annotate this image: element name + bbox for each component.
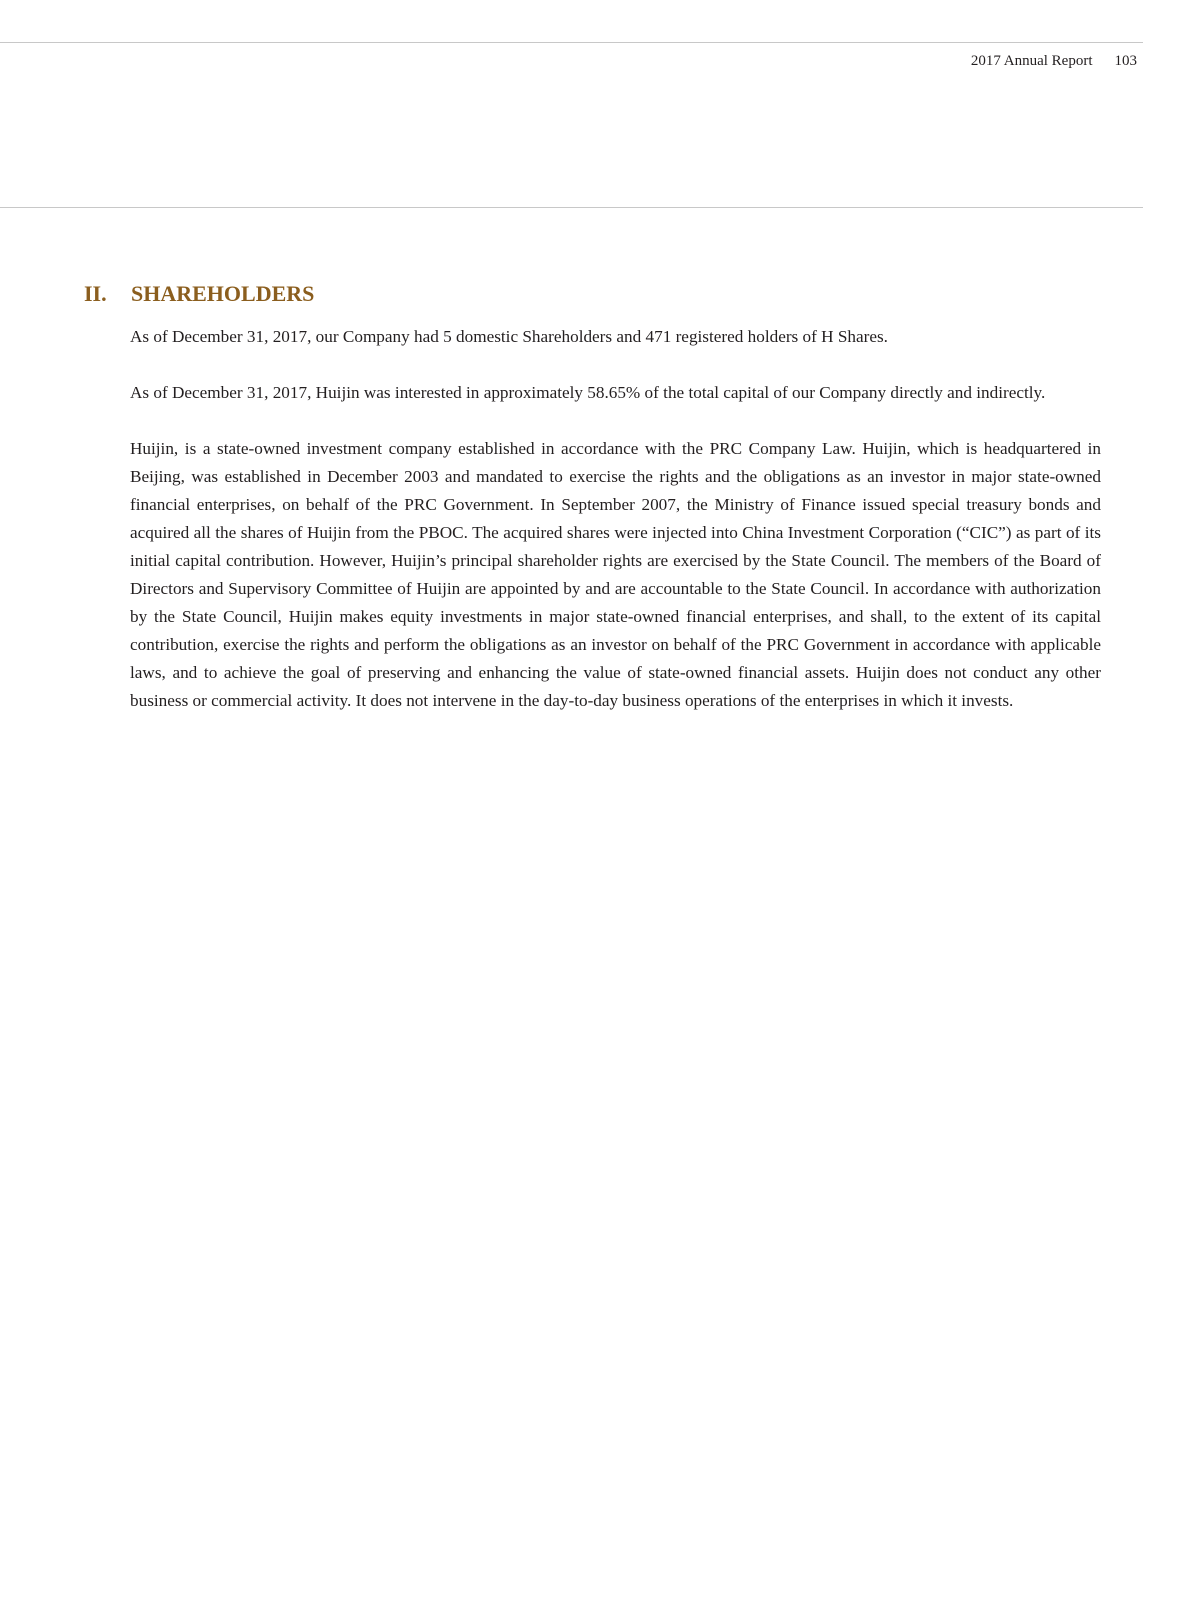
header-bottom-rule [0,207,1143,208]
paragraph: Huijin, is a state-owned investment company established in accordance with the PRC Company Law. Huijin, which is headquartered in Beijing, was established in December 2003 and mandated to exercise the rights and the obligations as an investor in major state-owned financial enterprises, on behalf of the PRC Government. In September 2007, the Ministry of Finance issued special treasury bonds and acquired all the shares of Huijin from the PBOC. The acquired shares were injected into China Investment Corporation (“CIC”) as part of its initial capital contribution. However, Huijin’s principal shareholder rights are exercised by the State Council. The members of the Board of Directors and Supervisory Committee of Huijin are appointed by and are accountable to the State Council. In accordance with authorization by the State Council, Huijin makes equity investments in major state-owned financial enterprises, and shall, to the extent of its capital contribution, exercise the rights and perform the obligations as an investor on behalf of the PRC Government in accordance with applicable laws, and to achieve the goal of preserving and enhancing the value of state-owned financial assets. Huijin does not conduct any other business or commercial activity. It does not intervene in the day-to-day business operations of the enterprises in which it invests. [130,439,1101,710]
header-top-rule [0,42,1143,43]
paragraph: As of December 31, 2017, our Company had 5 domestic Shareholders and 471 registered holders of H Shares. [130,327,888,346]
section-body [130,323,1101,743]
section-title: SHAREHOLDERS [131,281,315,306]
paragraph: As of December 31, 2017, Huijin was interested in approximately 58.65% of the total capital of our Company directly and indirectly. [130,383,1046,402]
page-number: 103 [1114,53,1137,69]
section-heading [84,281,314,307]
report-title: 2017 Annual Report [970,53,1093,69]
page-header [971,53,1137,70]
section-number: II. [84,281,107,306]
